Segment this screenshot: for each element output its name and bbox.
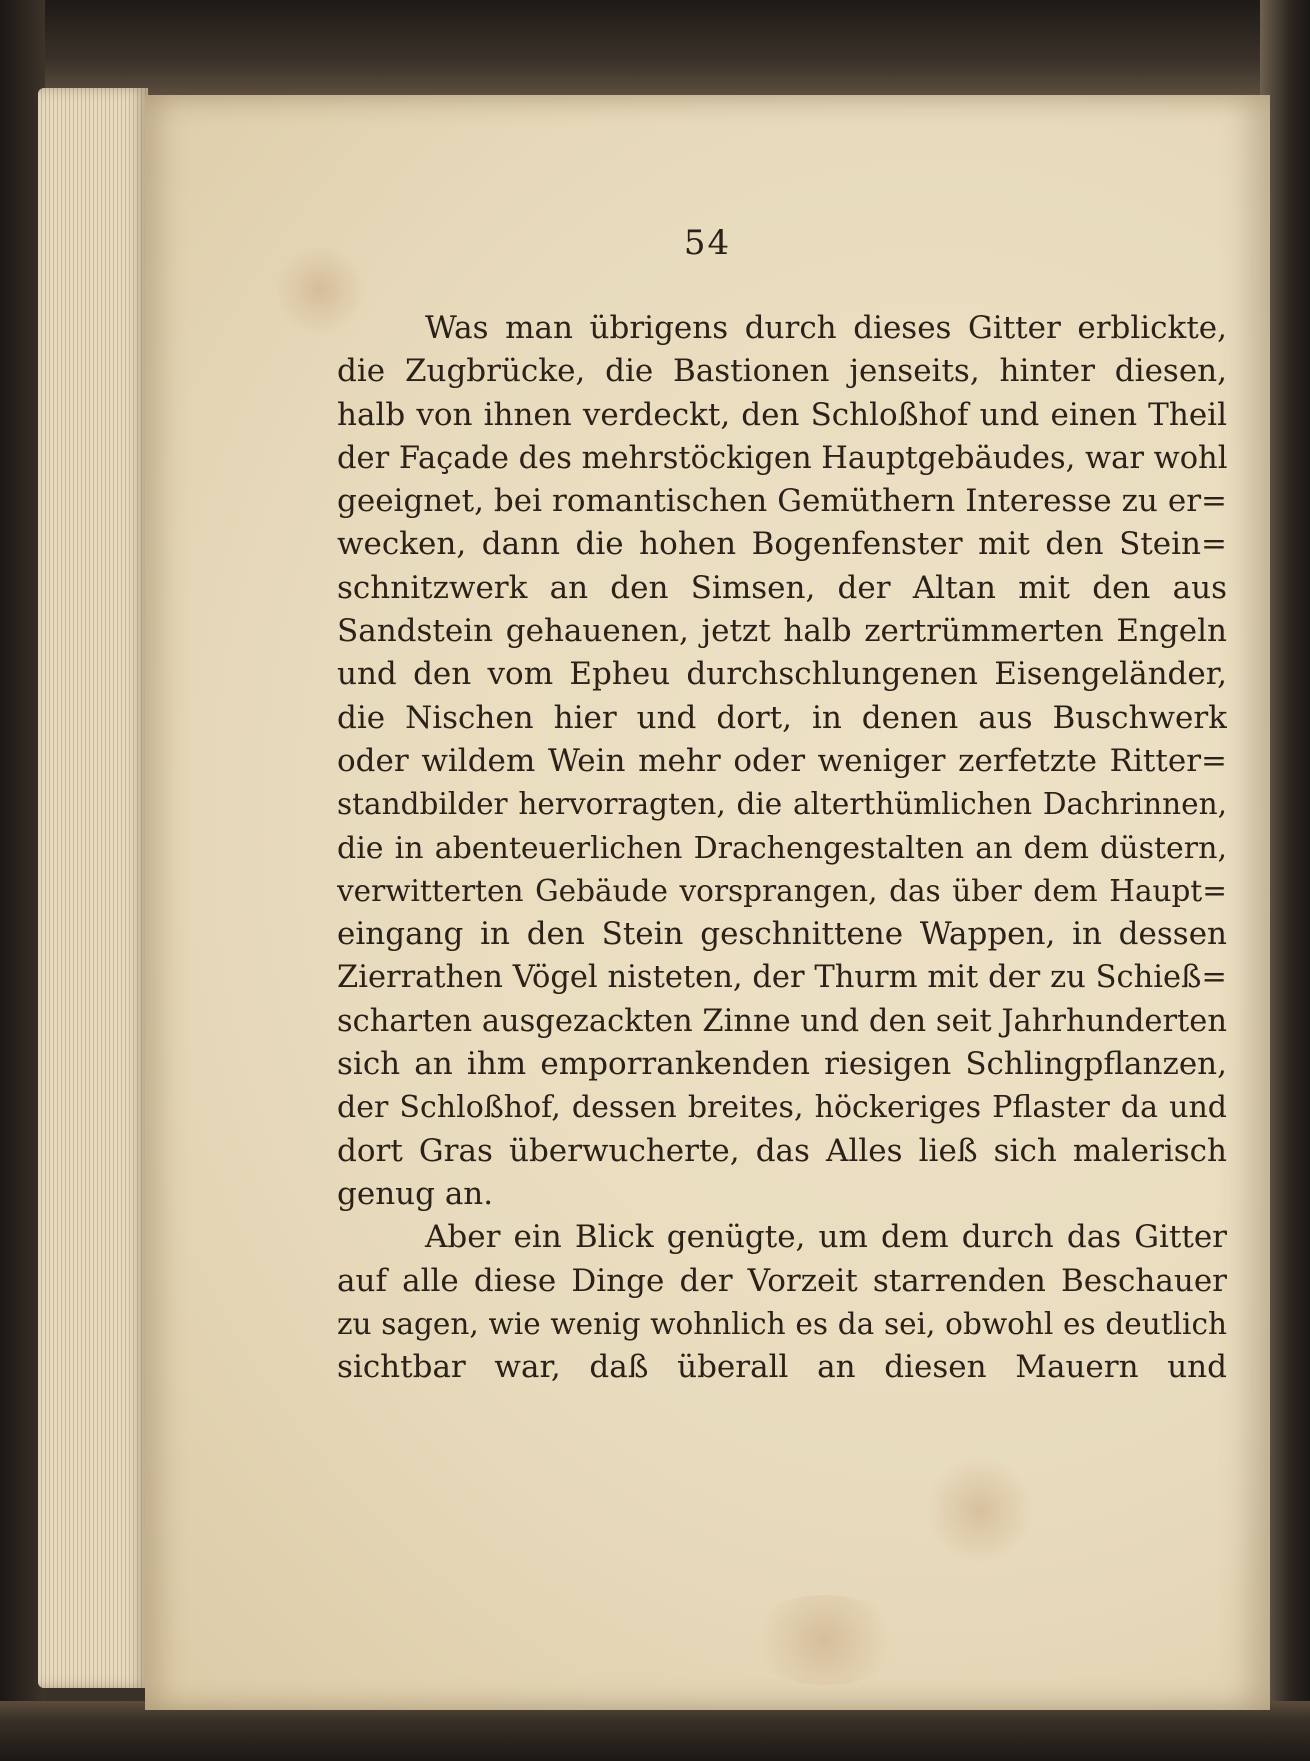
book-page: [145, 95, 1270, 1710]
text-line: halb von ihnen verdeckt, den Schloßhof und einen Theil: [337, 396, 1227, 433]
body-text: [337, 307, 1227, 1389]
text-line: die in abenteuerlichen Drachengestalten an dem düstern,: [337, 830, 1227, 866]
text-line: verwitterten Gebäude vorsprangen, das über dem Haupt=: [337, 873, 1227, 908]
book-cover-top: [0, 0, 1310, 110]
text-line: scharten ausgezackten Zinne und den seit Jahrhunderten: [337, 1003, 1227, 1039]
page-edges: [38, 88, 148, 1688]
paragraph: [337, 307, 1227, 1216]
paper-stain: [925, 1455, 1035, 1565]
text-line: zu sagen, wie wenig wohnlich es da sei, obwohl es deutlich: [337, 1306, 1227, 1341]
text-line: wecken, dann die hohen Bogenfenster mit den Stein=: [337, 526, 1227, 563]
page-number: 54: [683, 223, 732, 263]
text-line: der Schloßhof, dessen breites, höckeriges Pflaster da und: [337, 1090, 1227, 1126]
text-line: und den vom Epheu durchschlungenen Eisengeländer,: [337, 656, 1227, 693]
paragraph: [337, 1216, 1227, 1389]
book-cover-bottom: [0, 1701, 1310, 1761]
text-line: Was man übrigens durch dieses Gitter erblickte,: [425, 310, 1227, 346]
text-line: Zierrathen Vögel nisteten, der Thurm mit der zu Schieß=: [337, 960, 1227, 996]
text-line: der Façade des mehrstöckigen Hauptgebäudes, war wohl: [337, 440, 1227, 476]
text-line: eingang in den Stein geschnittene Wappen, in dessen: [337, 916, 1227, 953]
paper-stain: [745, 1595, 905, 1685]
text-line: sich an ihm emporrankenden riesigen Schlingpflanzen,: [337, 1046, 1227, 1083]
text-line: standbilder hervorragten, die alterthümlichen Dachrinnen,: [337, 787, 1227, 822]
text-line: genug an.: [337, 1175, 494, 1212]
text-line: dort Gras überwucherte, das Alles ließ sich malerisch: [337, 1132, 1227, 1169]
text-line: sichtbar war, daß überall an diesen Mauern und: [337, 1349, 1227, 1386]
text-line: die Nischen hier und dort, in denen aus Buschwerk: [337, 699, 1227, 736]
text-line: geeignet, bei romantischen Gemüthern Interesse zu er=: [337, 483, 1227, 520]
text-line: die Zugbrücke, die Bastionen jenseits, hinter diesen,: [337, 353, 1227, 390]
text-line: Aber ein Blick genügte, um dem durch das Gitter: [425, 1219, 1227, 1256]
text-line: Sandstein gehauenen, jetzt halb zertrümmerten Engeln: [337, 613, 1227, 650]
text-line: auf alle diese Dinge der Vorzeit starrenden Beschauer: [337, 1262, 1227, 1299]
text-line: schnitzwerk an den Simsen, der Altan mit den aus: [337, 569, 1227, 606]
text-line: oder wildem Wein mehr oder weniger zerfetzte Ritter=: [337, 742, 1227, 779]
